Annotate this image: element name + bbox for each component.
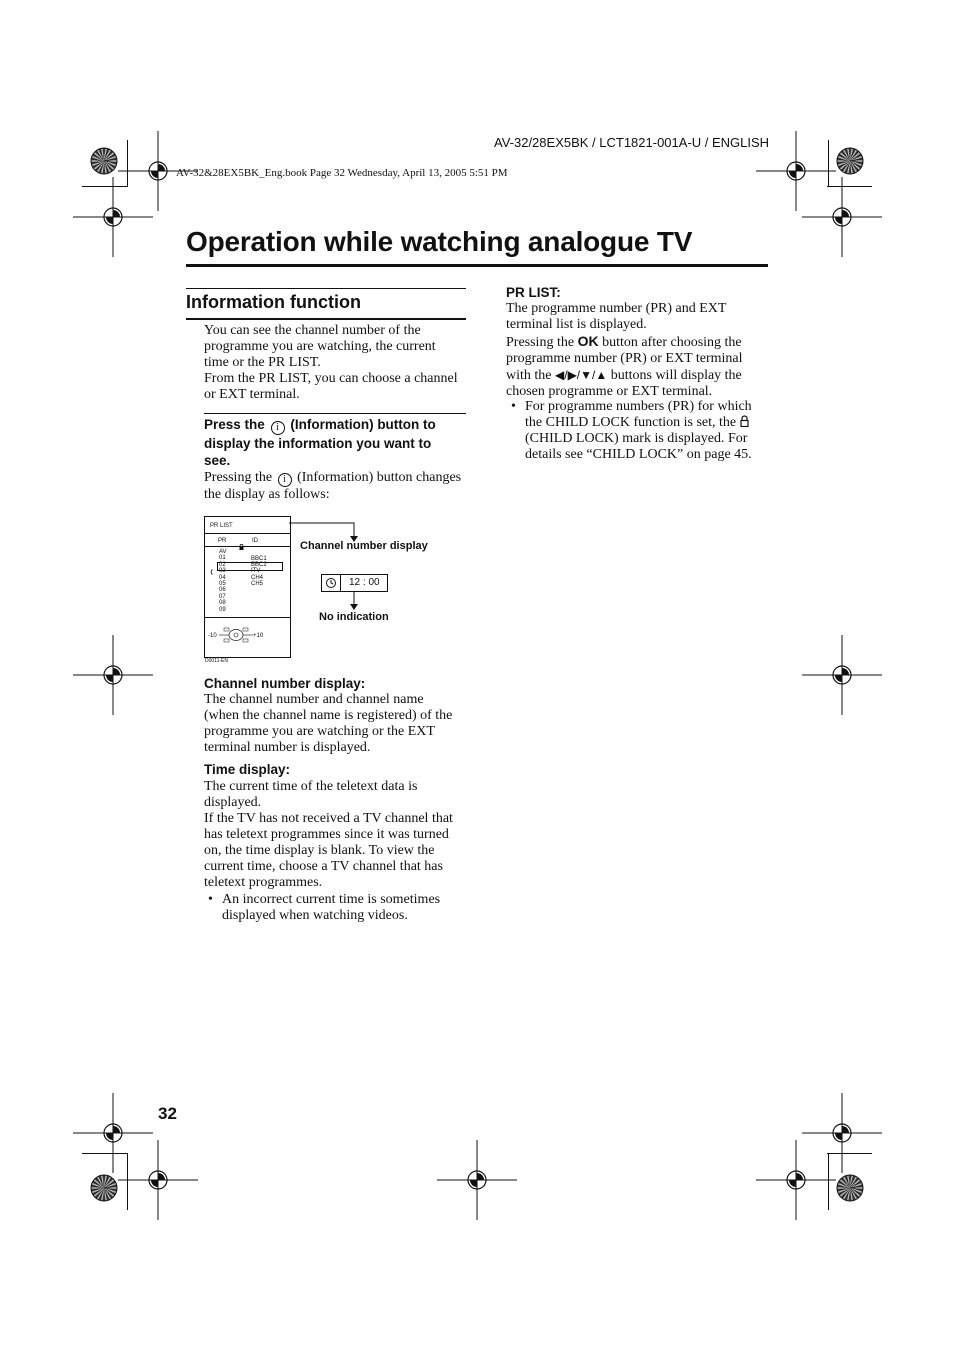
diagram-code: D0011-EN	[205, 658, 228, 664]
section-rule-top	[186, 288, 466, 289]
intro-paragraph	[204, 323, 474, 403]
step-heading-post: (Information) button to	[290, 417, 436, 432]
body-line-pre: Pressing the	[506, 335, 575, 350]
pr-list-screen-title: PR LIST	[210, 523, 233, 529]
registration-mark-icon	[802, 635, 882, 715]
nav-minus-label: -10	[208, 633, 217, 639]
page-number: 32	[158, 1104, 177, 1123]
programme-item: 06	[219, 587, 226, 594]
id-item: CH4	[251, 574, 264, 581]
intro-line: programme you are watching, the current	[204, 339, 436, 354]
information-icon: i	[271, 421, 285, 435]
id-list	[251, 556, 267, 588]
crop-line	[82, 1153, 128, 1154]
pr-list-title: PR LIST:	[506, 285, 561, 300]
section-title: Information function	[186, 292, 361, 312]
step-body-pre: Pressing the	[204, 470, 273, 485]
id-item: BBC2	[251, 561, 267, 568]
programme-list	[219, 549, 227, 613]
body-line-post: button after choosing the	[602, 335, 742, 350]
registration-mark-icon	[756, 1140, 836, 1220]
step-heading	[204, 416, 466, 469]
step-heading-line: see.	[204, 453, 231, 468]
step-body-post: (Information) button changes	[297, 470, 462, 485]
child-lock-icon	[740, 415, 749, 427]
crop-line	[827, 1153, 872, 1154]
time-display-note	[222, 892, 472, 924]
body-line: The programme number (PR) and EXT	[506, 301, 727, 316]
information-icon: i	[278, 473, 292, 487]
arrow-buttons-icon: ◀/▶/▼/▲	[555, 368, 608, 382]
channel-number-display-label: Channel number display	[300, 540, 428, 552]
diagram-arrows	[289, 520, 369, 620]
registration-mark-icon	[73, 635, 153, 715]
programme-item: 05	[219, 581, 226, 588]
time-display-body	[204, 779, 474, 891]
model-header: AV-32/28EX5BK / LCT1821-001A-U / ENGLISH	[494, 135, 770, 150]
col-id-header: ID	[252, 538, 258, 544]
color-target-icon	[90, 1174, 118, 1202]
intro-line: From the PR LIST, you can choose a channel	[204, 371, 458, 386]
pr-list-note	[525, 399, 770, 463]
body-line-post: buttons will display the	[610, 368, 742, 383]
ok-button-icon: OK	[577, 333, 599, 349]
screen-divider	[205, 617, 290, 618]
step-heading-line: display the information you want to	[204, 436, 432, 451]
body-line: displayed.	[204, 795, 262, 810]
step-heading-pre: Press the	[204, 417, 265, 432]
page-title: Operation while watching analogue TV	[186, 226, 693, 257]
body-line: terminal number is displayed.	[204, 740, 371, 755]
registration-mark-icon	[73, 177, 153, 257]
bullet-mark: •	[208, 892, 213, 907]
selected-row-highlight	[217, 562, 283, 571]
pr-list-body	[506, 301, 768, 400]
bullet-mark: •	[511, 399, 516, 414]
clock-time: 12 : 00	[349, 577, 380, 588]
body-line: The current time of the teletext data is	[204, 779, 418, 794]
channel-display-title: Channel number display:	[204, 676, 366, 691]
bullet-line: details see “CHILD LOCK” on page 45.	[525, 447, 752, 462]
book-info-line: AV-32&28EX5BK_Eng.book Page 32 Wednesday, April 13, 2005 5:51 PM	[176, 167, 508, 179]
programme-item: 08	[219, 600, 226, 607]
section-rule-bottom	[186, 318, 466, 320]
screen-divider	[205, 533, 290, 534]
bullet-line: (CHILD LOCK) mark is displayed. For	[525, 431, 748, 446]
clock-icon	[322, 575, 341, 591]
clock-display	[321, 574, 388, 592]
pr-list-screen	[204, 516, 291, 658]
programme-item: 07	[219, 593, 226, 600]
body-line: If the TV has not received a TV channel that	[204, 811, 453, 826]
color-target-icon	[836, 1174, 864, 1202]
intro-line: time or the PR LIST.	[204, 355, 321, 370]
body-line: on, the time display is blank. To view the	[204, 843, 435, 858]
programme-item: 03	[219, 568, 226, 575]
title-rule	[186, 264, 768, 267]
color-target-icon	[836, 147, 864, 175]
screen-divider	[205, 546, 290, 547]
child-lock-icon	[239, 537, 244, 543]
programme-item: 04	[219, 574, 226, 581]
color-target-icon	[90, 147, 118, 175]
intro-line: or EXT terminal.	[204, 387, 300, 402]
crop-line	[828, 1153, 829, 1210]
crop-line	[828, 140, 829, 186]
programme-item: 09	[219, 606, 226, 613]
bullet-line: displayed when watching videos.	[222, 908, 408, 923]
registration-mark-icon	[437, 1140, 517, 1220]
navigation-pad-icon	[219, 627, 253, 643]
intro-line: You can see the channel number of the	[204, 323, 421, 338]
crop-line	[827, 186, 872, 187]
nav-plus-label: +10	[253, 633, 264, 639]
step-body-line: the display as follows:	[204, 487, 330, 502]
bullet-line: For programme numbers (PR) for which	[525, 399, 752, 414]
id-item: ITV	[251, 568, 261, 575]
crop-line	[127, 140, 128, 186]
body-line: teletext programmes.	[204, 875, 323, 890]
id-item: CH5	[251, 581, 264, 588]
body-line: terminal list is displayed.	[506, 317, 647, 332]
body-line: chosen programme or EXT terminal.	[506, 384, 713, 399]
channel-display-body	[204, 692, 474, 756]
id-item: BBC1	[251, 555, 267, 562]
body-line: (when the channel name is registered) of the	[204, 708, 453, 723]
programme-item: AV	[219, 549, 227, 555]
body-line-pre: with the	[506, 368, 552, 383]
body-line: The channel number and channel name	[204, 692, 424, 707]
crop-line	[82, 186, 128, 187]
body-line: programme you are watching or the EXT	[204, 724, 435, 739]
time-display-title: Time display:	[204, 762, 291, 777]
step-body	[204, 470, 474, 503]
body-line: programme number (PR) or EXT terminal	[506, 351, 743, 366]
no-indication-label: No indication	[319, 611, 389, 623]
registration-mark-icon	[118, 1140, 198, 1220]
programme-item: 02	[219, 561, 226, 568]
body-line: has teletext programmes since it was turned	[204, 827, 449, 842]
cursor-icon	[209, 562, 213, 568]
crop-line	[127, 1153, 128, 1210]
body-line: current time, choose a TV channel that has	[204, 859, 443, 874]
bullet-line-pre: the CHILD LOCK function is set, the	[525, 415, 737, 430]
registration-mark-icon	[802, 177, 882, 257]
step-rule	[204, 413, 466, 414]
programme-item: 01	[219, 555, 226, 562]
bullet-line: An incorrect current time is sometimes	[222, 892, 441, 907]
col-pr-header: PR	[218, 538, 227, 544]
